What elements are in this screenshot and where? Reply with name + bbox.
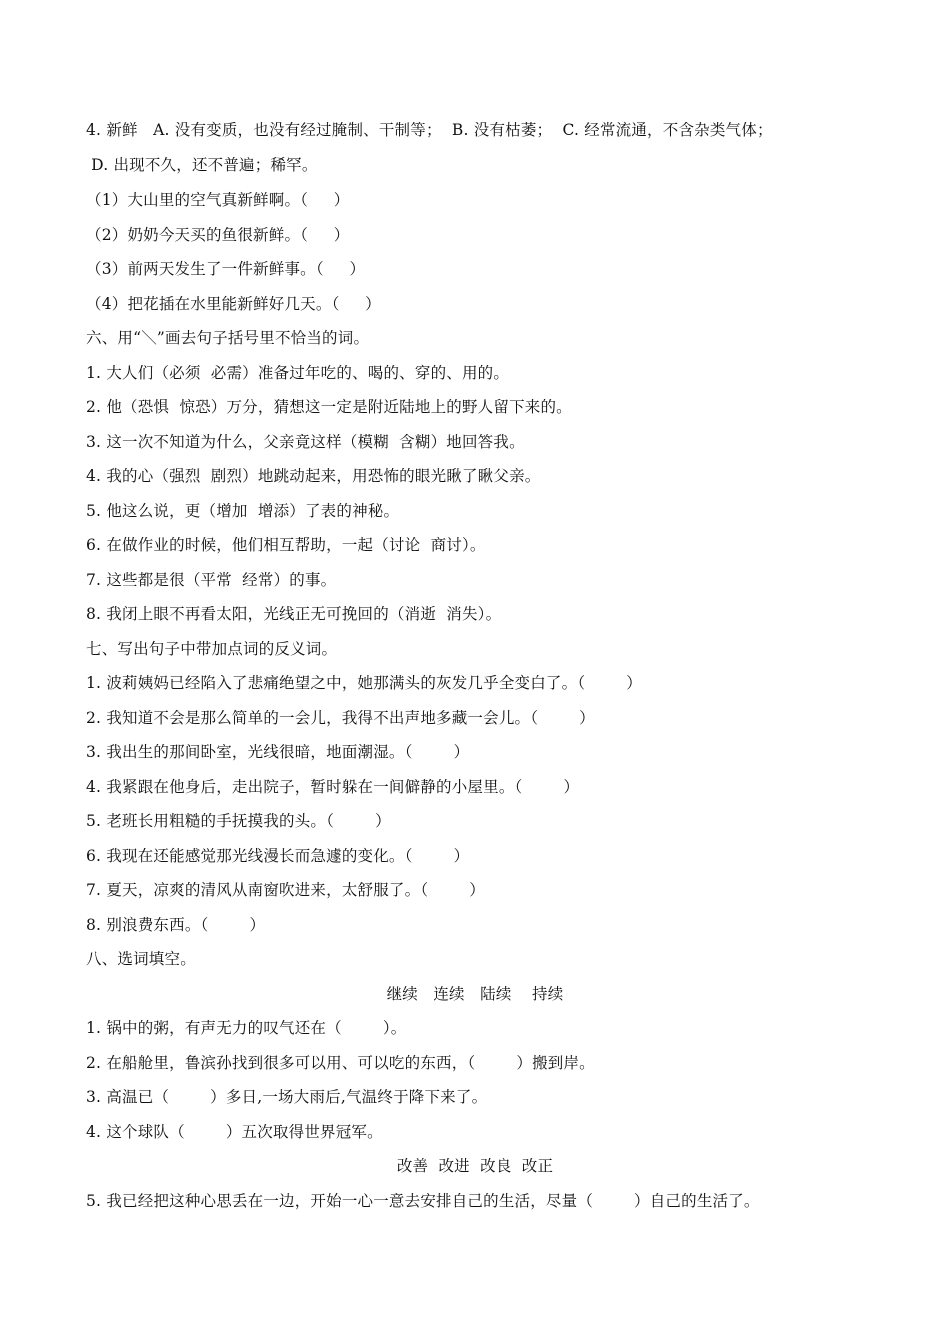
word-bank: 改善 改进 改良 改正 — [396, 1157, 554, 1175]
question-item: 1. 大人们（必须 必需）准备过年吃的、喝的、穿的、用的。 — [86, 364, 510, 382]
question-item: 2. 他（恐惧 惊恐）万分，猜想这一定是附近陆地上的野人留下来的。 — [86, 398, 572, 416]
question-item: 4. 我的心（强烈 剧烈）地跳动起来，用恐怖的眼光瞅了瞅父亲。 — [86, 467, 541, 485]
question-item: 7. 这些都是很（平常 经常）的事。 — [86, 571, 337, 589]
question-item: 3. 这一次不知道为什么，父亲竟这样（模糊 含糊）地回答我。 — [86, 433, 525, 451]
word-bank: 继续 连续 陆续 持续 — [386, 985, 564, 1003]
section-heading: 七、写出句子中带加点词的反义词。 — [86, 640, 338, 658]
question-item: 4. 我紧跟在他身后，走出院子，暂时躲在一间僻静的小屋里。（ ） — [86, 778, 580, 796]
section-heading: 六、用“＼”画去句子括号里不恰当的词。 — [86, 329, 370, 347]
question-item: 4. 这个球队（ ）五次取得世界冠军。 — [86, 1123, 383, 1141]
section-heading: 八、选词填空。 — [86, 950, 196, 968]
question-item: 1. 锅中的粥，有声无力的叹气还在（ ）。 — [86, 1019, 407, 1037]
question-item: 3. 我出生的那间卧室，光线很暗，地面潮湿。（ ） — [86, 743, 470, 761]
question-item: 7. 夏天，凉爽的清风从南窗吹进来，太舒服了。（ ） — [86, 881, 485, 899]
item4-definitions: 4. 新鲜 A. 没有变质，也没有经过腌制、干制等； B. 没有枯萎； C. 经常流通，不含杂类气体； — [86, 121, 773, 139]
question-item: 8. 我闭上眼不再看太阳，光线正无可挽回的（消逝 消失）。 — [86, 605, 502, 623]
question-item: 5. 他这么说，更（增加 增添）了表的神秘。 — [86, 502, 400, 520]
question-item: 5. 我已经把这种心思丢在一边，开始一心一意去安排自己的生活，尽量（ ）自己的生活了。 — [86, 1192, 760, 1210]
item4-definitions-cont: D. 出现不久，还不普遍；稀罕。 — [86, 156, 318, 174]
question-item: 8. 别浪费东西。（ ） — [86, 916, 266, 934]
question-item: 5. 老班长用粗糙的手抚摸我的头。（ ） — [86, 812, 391, 830]
question-item: 2. 我知道不会是那么简单的一会儿，我得不出声地多藏一会儿。（ ） — [86, 709, 595, 727]
sub-question: （1）大山里的空气真新鲜啊。（ ） — [86, 191, 350, 209]
question-item: 3. 高温已（ ）多日,一场大雨后,气温终于降下来了。 — [86, 1088, 488, 1106]
question-item: 2. 在船舱里，鲁滨孙找到很多可以用、可以吃的东西，（ ）搬到岸。 — [86, 1054, 595, 1072]
sub-question: （3）前两天发生了一件新鲜事。（ ） — [86, 260, 366, 278]
question-item: 6. 在做作业的时候，他们相互帮助，一起（讨论 商讨）。 — [86, 536, 486, 554]
sub-question: （2）奶奶今天买的鱼很新鲜。（ ） — [86, 226, 350, 244]
question-item: 1. 波莉姨妈已经陷入了悲痛绝望之中，她那满头的灰发几乎全变白了。（ ） — [86, 674, 642, 692]
question-item: 6. 我现在还能感觉那光线漫长而急遽的变化。（ ） — [86, 847, 470, 865]
sub-question: （4）把花插在水里能新鲜好几天。（ ） — [86, 295, 381, 313]
